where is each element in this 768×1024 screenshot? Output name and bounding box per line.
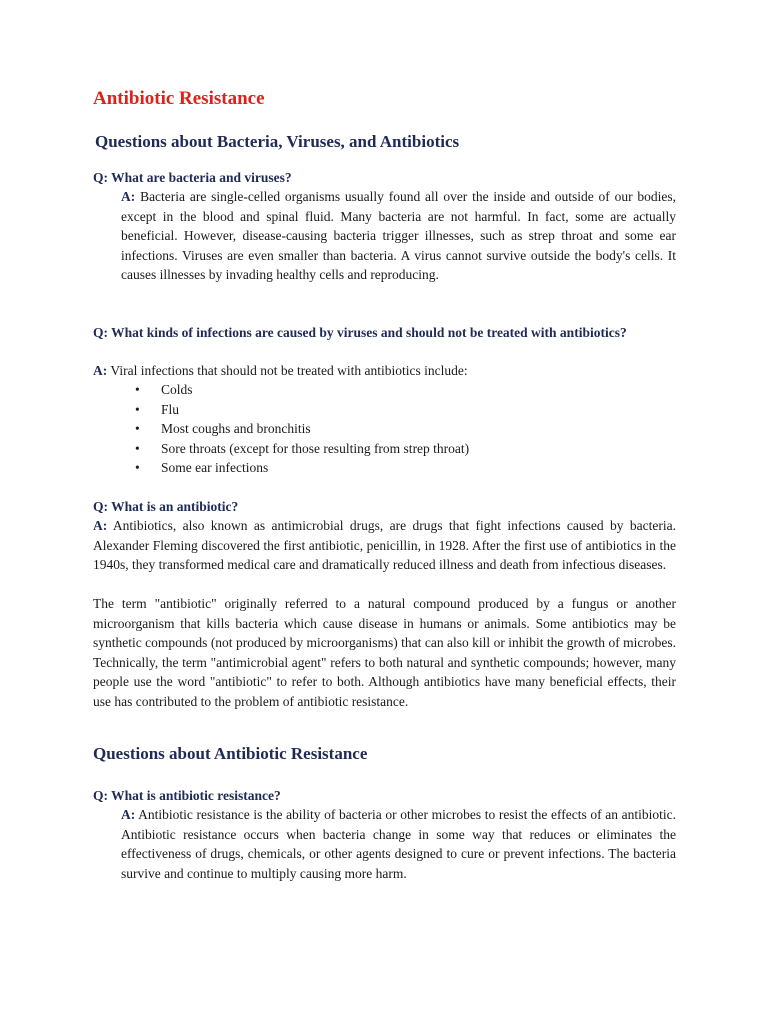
answer-text: Bacteria are single-celled organisms usually found all over the inside and outside of our bodies, except in the blood and spinal fluid. Many bacteria are not harmful. In fact, some are actually beneficial. However, disease-causing bacteria trigger illnesses, such as strep throat and some ear infections. Viruses are even smaller than bacteria. A virus cannot survive outside the body's cells. It causes illnesses by invading healthy cells and reproducing. [121, 189, 676, 282]
answer-antibiotic-resistance [121, 805, 676, 883]
section-heading-bacteria-viruses: Questions about Bacteria, Viruses, and Antibiotics [95, 132, 460, 151]
list-item: • Some ear infections [133, 458, 469, 478]
viral-infections-list [133, 380, 469, 478]
document-title: Antibiotic Resistance [93, 88, 265, 109]
answer-label: A: [93, 363, 108, 378]
bullet-icon: • [135, 382, 140, 397]
list-item: • Flu [133, 400, 469, 420]
answer-text: Antibiotic resistance is the ability of bacteria or other microbes to resist the effects of an antibiotic. Antibiotic resistance occurs when bacteria change in some way that reduces or eliminates the effectiveness of drugs, chemicals, or other agents designed to cure or prevent infections. The bacteria survive and continue to multiply causing more harm. [121, 807, 676, 881]
question-bacteria-viruses: Q: What are bacteria and viruses? [93, 170, 292, 185]
answer-text: Viral infections that should not be treated with antibiotics include: [110, 363, 468, 378]
list-item: • Colds [133, 380, 469, 400]
question-antibiotic: Q: What is an antibiotic? [93, 499, 239, 514]
bullet-icon: • [135, 421, 140, 436]
bullet-icon: • [135, 401, 140, 417]
answer-text: Antibiotics, also known as antimicrobial drugs, are drugs that fight infections caused by bacteria. Alexander Fleming discovered the first antibiotic, penicillin, in 1928. After the first use of antibiotics in the 1940s, they transformed medical care and dramatically reduced illness and death from infectious diseases. [93, 518, 676, 572]
answer-label: A: [93, 518, 108, 533]
answer-label: A: [121, 807, 136, 822]
answer-bacteria-viruses [121, 187, 676, 285]
section-heading-antibiotic-resistance: Questions about Antibiotic Resistance [93, 744, 368, 763]
answer-label: A: [121, 189, 136, 204]
answer-antibiotic [93, 516, 676, 575]
list-item: • Most coughs and bronchitis [133, 419, 469, 439]
question-antibiotic-resistance: Q: What is antibiotic resistance? [93, 788, 281, 803]
list-item: • Sore throats (except for those resulting from strep throat) [133, 439, 469, 459]
bullet-icon: • [135, 440, 140, 456]
answer-viral-infections [93, 361, 676, 381]
antibiotic-term-paragraph: The term "antibiotic" originally referred to a natural compound produced by a fungus or another microorganism that kills bacteria which cause disease in humans or animals. Some antibiotics may be synthetic compounds (not produced by microorganisms) that can also kill or inhibit the growth of microbes. Technically, the term "antimicrobial agent" refers to both natural and synthetic compounds; however, many people use the word "antibiotic" to refer to both. Although antibiotics have many beneficial effects, their use has contributed to the problem of antibiotic resistance. [93, 596, 676, 709]
bullet-icon: • [135, 460, 140, 475]
question-viral-infections: Q: What kinds of infections are caused by viruses and should not be treated with antibiotics? [93, 325, 627, 340]
